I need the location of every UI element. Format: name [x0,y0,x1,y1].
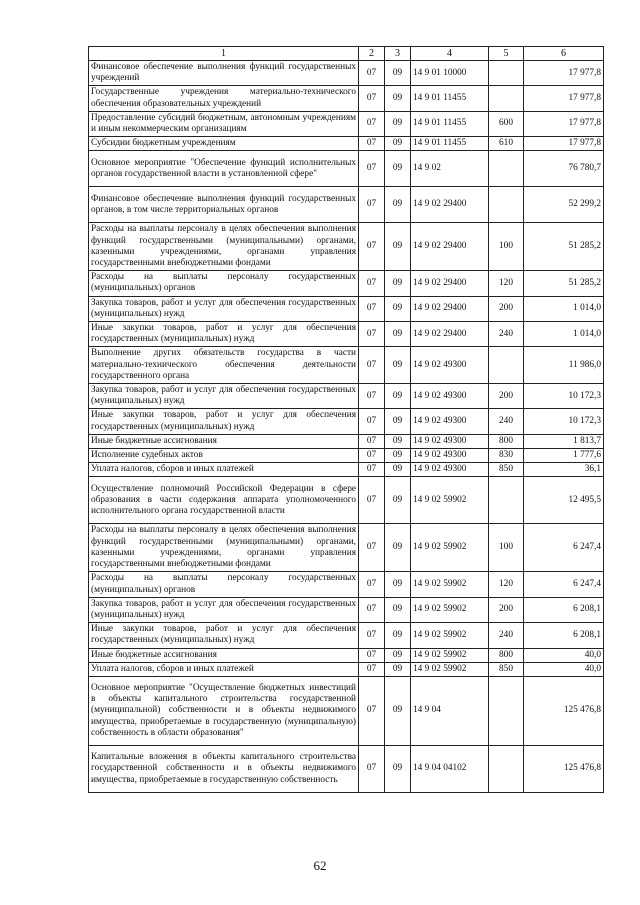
cell-target-code: 14 9 02 59902 [411,477,489,524]
table-row [89,409,604,434]
table-row [89,434,604,448]
cell-expense-type [489,151,524,187]
cell-section: 07 [359,409,385,434]
cell-name: Закупка товаров, работ и услуг для обеспечения государственных (муниципальных) нужд [89,384,359,409]
cell-subsection: 09 [385,223,411,271]
cell-expense-type: 600 [489,111,524,136]
cell-amount: 6 208,1 [524,623,604,648]
cell-amount: 1 014,0 [524,296,604,321]
table-row [89,137,604,151]
table-row [89,296,604,321]
cell-name: Основное мероприятие "Обеспечение функций исполнительных органов государственной власти в установленной сфере" [89,151,359,187]
cell-section: 07 [359,151,385,187]
cell-amount: 51 285,2 [524,223,604,271]
cell-subsection: 09 [385,322,411,347]
cell-section: 07 [359,61,385,86]
header-col-2: 2 [359,47,385,61]
cell-subsection: 09 [385,111,411,136]
cell-subsection: 09 [385,271,411,296]
cell-name: Расходы на выплаты персоналу в целях обеспечения выполнения функций государственными (муниципальными) органами, казенными учреждениями, органами управления государственными внебюджетными фондами [89,223,359,271]
cell-target-code: 14 9 02 49300 [411,463,489,477]
table-row [89,347,604,384]
cell-name: Иные бюджетные ассигнования [89,648,359,662]
cell-section: 07 [359,449,385,463]
cell-expense-type [489,86,524,111]
cell-amount: 125 476,8 [524,676,604,745]
cell-subsection: 09 [385,463,411,477]
cell-name: Осуществление полномочий Российской Федерации в сфере образования в части содержания аппарата уполномоченного исполнительного органа государственной власти [89,477,359,524]
cell-amount: 6 247,4 [524,524,604,572]
cell-target-code: 14 9 02 29400 [411,322,489,347]
header-col-5: 5 [489,47,524,61]
cell-section: 07 [359,111,385,136]
cell-subsection: 09 [385,449,411,463]
table-row [89,745,604,792]
cell-section: 07 [359,477,385,524]
cell-target-code: 14 9 02 59902 [411,648,489,662]
cell-subsection: 09 [385,86,411,111]
table-row [89,86,604,111]
cell-section: 07 [359,223,385,271]
cell-expense-type: 830 [489,449,524,463]
cell-section: 07 [359,572,385,597]
header-col-6: 6 [524,47,604,61]
cell-target-code: 14 9 01 11455 [411,137,489,151]
cell-subsection: 09 [385,623,411,648]
budget-table [88,46,604,793]
cell-target-code: 14 9 02 29400 [411,187,489,223]
cell-name: Закупка товаров, работ и услуг для обеспечения государственных (муниципальных) нужд [89,296,359,321]
cell-expense-type [489,187,524,223]
header-col-1: 1 [89,47,359,61]
table-row [89,271,604,296]
page-number: 62 [313,858,327,873]
table-row [89,623,604,648]
cell-section: 07 [359,676,385,745]
cell-subsection: 09 [385,187,411,223]
cell-name: Исполнение судебных актов [89,449,359,463]
table-body [89,61,604,793]
cell-expense-type: 850 [489,662,524,676]
table-row [89,61,604,86]
table-row [89,676,604,745]
header-col-4: 4 [411,47,489,61]
cell-section: 07 [359,322,385,347]
table-row [89,477,604,524]
table-row [89,151,604,187]
cell-name: Закупка товаров, работ и услуг для обеспечения государственных (муниципальных) нужд [89,597,359,622]
cell-expense-type: 200 [489,296,524,321]
table-row [89,187,604,223]
cell-expense-type: 850 [489,463,524,477]
cell-expense-type: 100 [489,524,524,572]
cell-expense-type: 240 [489,322,524,347]
cell-amount: 1 777,6 [524,449,604,463]
table-row [89,223,604,271]
cell-subsection: 09 [385,151,411,187]
cell-target-code: 14 9 01 11455 [411,86,489,111]
cell-section: 07 [359,745,385,792]
cell-name: Капитальные вложения в объекты капитального строительства государственной собственности и в объекты недвижимого имущества, приобретаемые в государственную собственность [89,745,359,792]
cell-section: 07 [359,524,385,572]
budget-table-sheet [88,46,603,793]
cell-amount: 36,1 [524,463,604,477]
cell-name: Основное мероприятие "Осуществление бюджетных инвестиций в объекты капитального строительства государственной (муниципальной) собственности и в объекты недвижимого имущества, приобретаемые в государственную (муниципальную) собственность в области образования" [89,676,359,745]
cell-target-code: 14 9 02 49300 [411,347,489,384]
cell-name: Государственные учреждения материально-технического обеспечения образовательных учреждений [89,86,359,111]
cell-expense-type: 800 [489,434,524,448]
cell-expense-type: 100 [489,223,524,271]
cell-subsection: 09 [385,137,411,151]
cell-expense-type [489,745,524,792]
table-row [89,449,604,463]
cell-expense-type: 200 [489,597,524,622]
cell-section: 07 [359,597,385,622]
cell-subsection: 09 [385,296,411,321]
cell-amount: 76 780,7 [524,151,604,187]
cell-target-code: 14 9 02 29400 [411,223,489,271]
cell-subsection: 09 [385,477,411,524]
cell-amount: 17 977,8 [524,111,604,136]
cell-subsection: 09 [385,61,411,86]
cell-target-code: 14 9 02 49300 [411,434,489,448]
cell-expense-type: 120 [489,271,524,296]
cell-section: 07 [359,434,385,448]
table-row [89,111,604,136]
cell-amount: 51 285,2 [524,271,604,296]
cell-name: Финансовое обеспечение выполнения функций государственных органов, в том числе территориальных органов [89,187,359,223]
cell-target-code: 14 9 02 59902 [411,662,489,676]
table-row [89,463,604,477]
cell-target-code: 14 9 02 49300 [411,384,489,409]
cell-name: Иные закупки товаров, работ и услуг для обеспечения государственных (муниципальных) нужд [89,623,359,648]
table-row [89,384,604,409]
cell-name: Расходы на выплаты персоналу государственных (муниципальных) органов [89,271,359,296]
cell-target-code: 14 9 02 49300 [411,449,489,463]
cell-section: 07 [359,662,385,676]
cell-section: 07 [359,623,385,648]
table-header-row [89,47,604,61]
header-col-3: 3 [385,47,411,61]
cell-expense-type [489,61,524,86]
cell-subsection: 09 [385,662,411,676]
cell-amount: 6 208,1 [524,597,604,622]
cell-subsection: 09 [385,524,411,572]
cell-expense-type: 610 [489,137,524,151]
cell-section: 07 [359,648,385,662]
cell-amount: 52 299,2 [524,187,604,223]
table-row [89,597,604,622]
cell-amount: 12 495,5 [524,477,604,524]
cell-amount: 125 476,8 [524,745,604,792]
cell-expense-type [489,477,524,524]
cell-name: Финансовое обеспечение выполнения функций государственных учреждений [89,61,359,86]
cell-name: Субсидии бюджетным учреждениям [89,137,359,151]
cell-section: 07 [359,384,385,409]
cell-target-code: 14 9 02 [411,151,489,187]
cell-amount: 1 014,0 [524,322,604,347]
cell-subsection: 09 [385,648,411,662]
cell-section: 07 [359,187,385,223]
cell-amount: 11 986,0 [524,347,604,384]
cell-name: Уплата налогов, сборов и иных платежей [89,463,359,477]
cell-name: Иные закупки товаров, работ и услуг для обеспечения государственных (муниципальных) нужд [89,409,359,434]
cell-target-code: 14 9 02 59902 [411,623,489,648]
table-row [89,322,604,347]
cell-section: 07 [359,137,385,151]
cell-expense-type: 200 [489,384,524,409]
cell-target-code: 14 9 04 04102 [411,745,489,792]
cell-section: 07 [359,271,385,296]
cell-amount: 17 977,8 [524,137,604,151]
cell-target-code: 14 9 02 49300 [411,409,489,434]
cell-section: 07 [359,296,385,321]
cell-section: 07 [359,463,385,477]
cell-amount: 1 813,7 [524,434,604,448]
cell-amount: 10 172,3 [524,409,604,434]
cell-name: Иные бюджетные ассигнования [89,434,359,448]
cell-target-code: 14 9 02 29400 [411,296,489,321]
cell-amount: 40,0 [524,662,604,676]
table-row [89,572,604,597]
cell-amount: 17 977,8 [524,61,604,86]
cell-target-code: 14 9 04 [411,676,489,745]
cell-subsection: 09 [385,434,411,448]
cell-amount: 6 247,4 [524,572,604,597]
cell-expense-type: 120 [489,572,524,597]
cell-amount: 40,0 [524,648,604,662]
cell-target-code: 14 9 02 59902 [411,572,489,597]
cell-name: Выполнение других обязательств государства в части материально-технического обеспечения деятельности государственного органа [89,347,359,384]
cell-expense-type [489,347,524,384]
cell-name: Иные закупки товаров, работ и услуг для обеспечения государственных (муниципальных) нужд [89,322,359,347]
cell-amount: 17 977,8 [524,86,604,111]
cell-amount: 10 172,3 [524,384,604,409]
table-row [89,648,604,662]
cell-section: 07 [359,86,385,111]
cell-section: 07 [359,347,385,384]
cell-name: Предоставление субсидий бюджетным, автономным учреждениям и иным некоммерческим организациям [89,111,359,136]
table-row [89,662,604,676]
cell-target-code: 14 9 01 11455 [411,111,489,136]
cell-name: Расходы на выплаты персоналу в целях обеспечения выполнения функций государственными (муниципальными) органами, казенными учреждениями, органами управления государственными внебюджетными фондами [89,524,359,572]
cell-expense-type: 240 [489,623,524,648]
cell-subsection: 09 [385,676,411,745]
cell-target-code: 14 9 01 10000 [411,61,489,86]
cell-expense-type: 240 [489,409,524,434]
cell-target-code: 14 9 02 59902 [411,524,489,572]
cell-name: Расходы на выплаты персоналу государственных (муниципальных) органов [89,572,359,597]
cell-subsection: 09 [385,384,411,409]
cell-expense-type: 800 [489,648,524,662]
cell-target-code: 14 9 02 29400 [411,271,489,296]
cell-subsection: 09 [385,597,411,622]
cell-subsection: 09 [385,409,411,434]
cell-subsection: 09 [385,347,411,384]
table-row [89,524,604,572]
cell-name: Уплата налогов, сборов и иных платежей [89,662,359,676]
cell-target-code: 14 9 02 59902 [411,597,489,622]
cell-subsection: 09 [385,745,411,792]
cell-expense-type [489,676,524,745]
cell-subsection: 09 [385,572,411,597]
